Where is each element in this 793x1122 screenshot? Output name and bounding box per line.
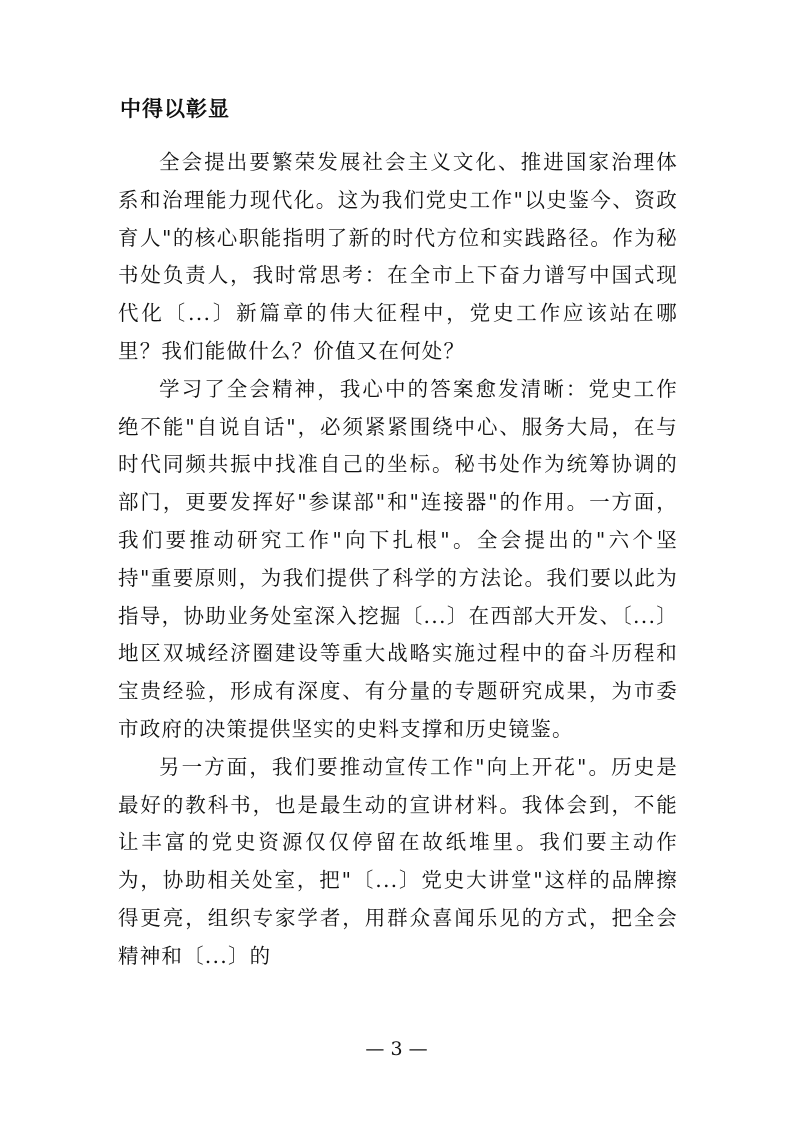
body-text: [118, 144, 678, 976]
paragraph-1: 全会提出要繁荣发展社会主义文化、推进国家治理体系和治理能力现代化。这为我们党史工作"以史鉴今、资政育人"的核心职能指明了新的时代方位和实践路径。作为秘书处负责人，我时常思考：在全市上下奋力谱写中国式现代化〔...〕新篇章的伟大征程中，党史工作应该站在哪里？我们能做什么？价值又在何处？: [118, 150, 678, 363]
paragraph-3: 另一方面，我们要推动宣传工作"向上开花"。历史是最好的教科书，也是最生动的宣讲材料。我体会到，不能让丰富的党史资源仅仅停留在故纸堆里。我们要主动作为，协助相关处室，把"〔...〕党史大讲堂"这样的品牌擦得更亮，组织专家学者，用群众喜闻乐见的方式，把全会精神和〔...〕的: [118, 754, 678, 968]
paragraph-2: 学习了全会精神，我心中的答案愈发清晰：党史工作绝不能"自说自话"，必须紧紧围绕中心、服务大局，在与时代同频共振中找准自己的坐标。秘书处作为统筹协调的部门，更要发挥好"参谋部"和"连接器"的作用。一方面，我们要推动研究工作"向下扎根"。全会提出的"六个坚持"重要原则，为我们提供了科学的方法论。我们要以此为指导，协助业务处室深入挖掘〔...〕在西部大开发、〔...〕地区双城经济圈建设等重大战略实施过程中的奋斗历程和宝贵经验，形成有深度、有分量的专题研究成果，为市委市政府的决策提供坚实的史料支撑和历史镜鉴。: [118, 376, 678, 741]
section-heading: 中得以彰显: [120, 97, 230, 121]
page-number: — 3 —: [365, 1038, 428, 1060]
